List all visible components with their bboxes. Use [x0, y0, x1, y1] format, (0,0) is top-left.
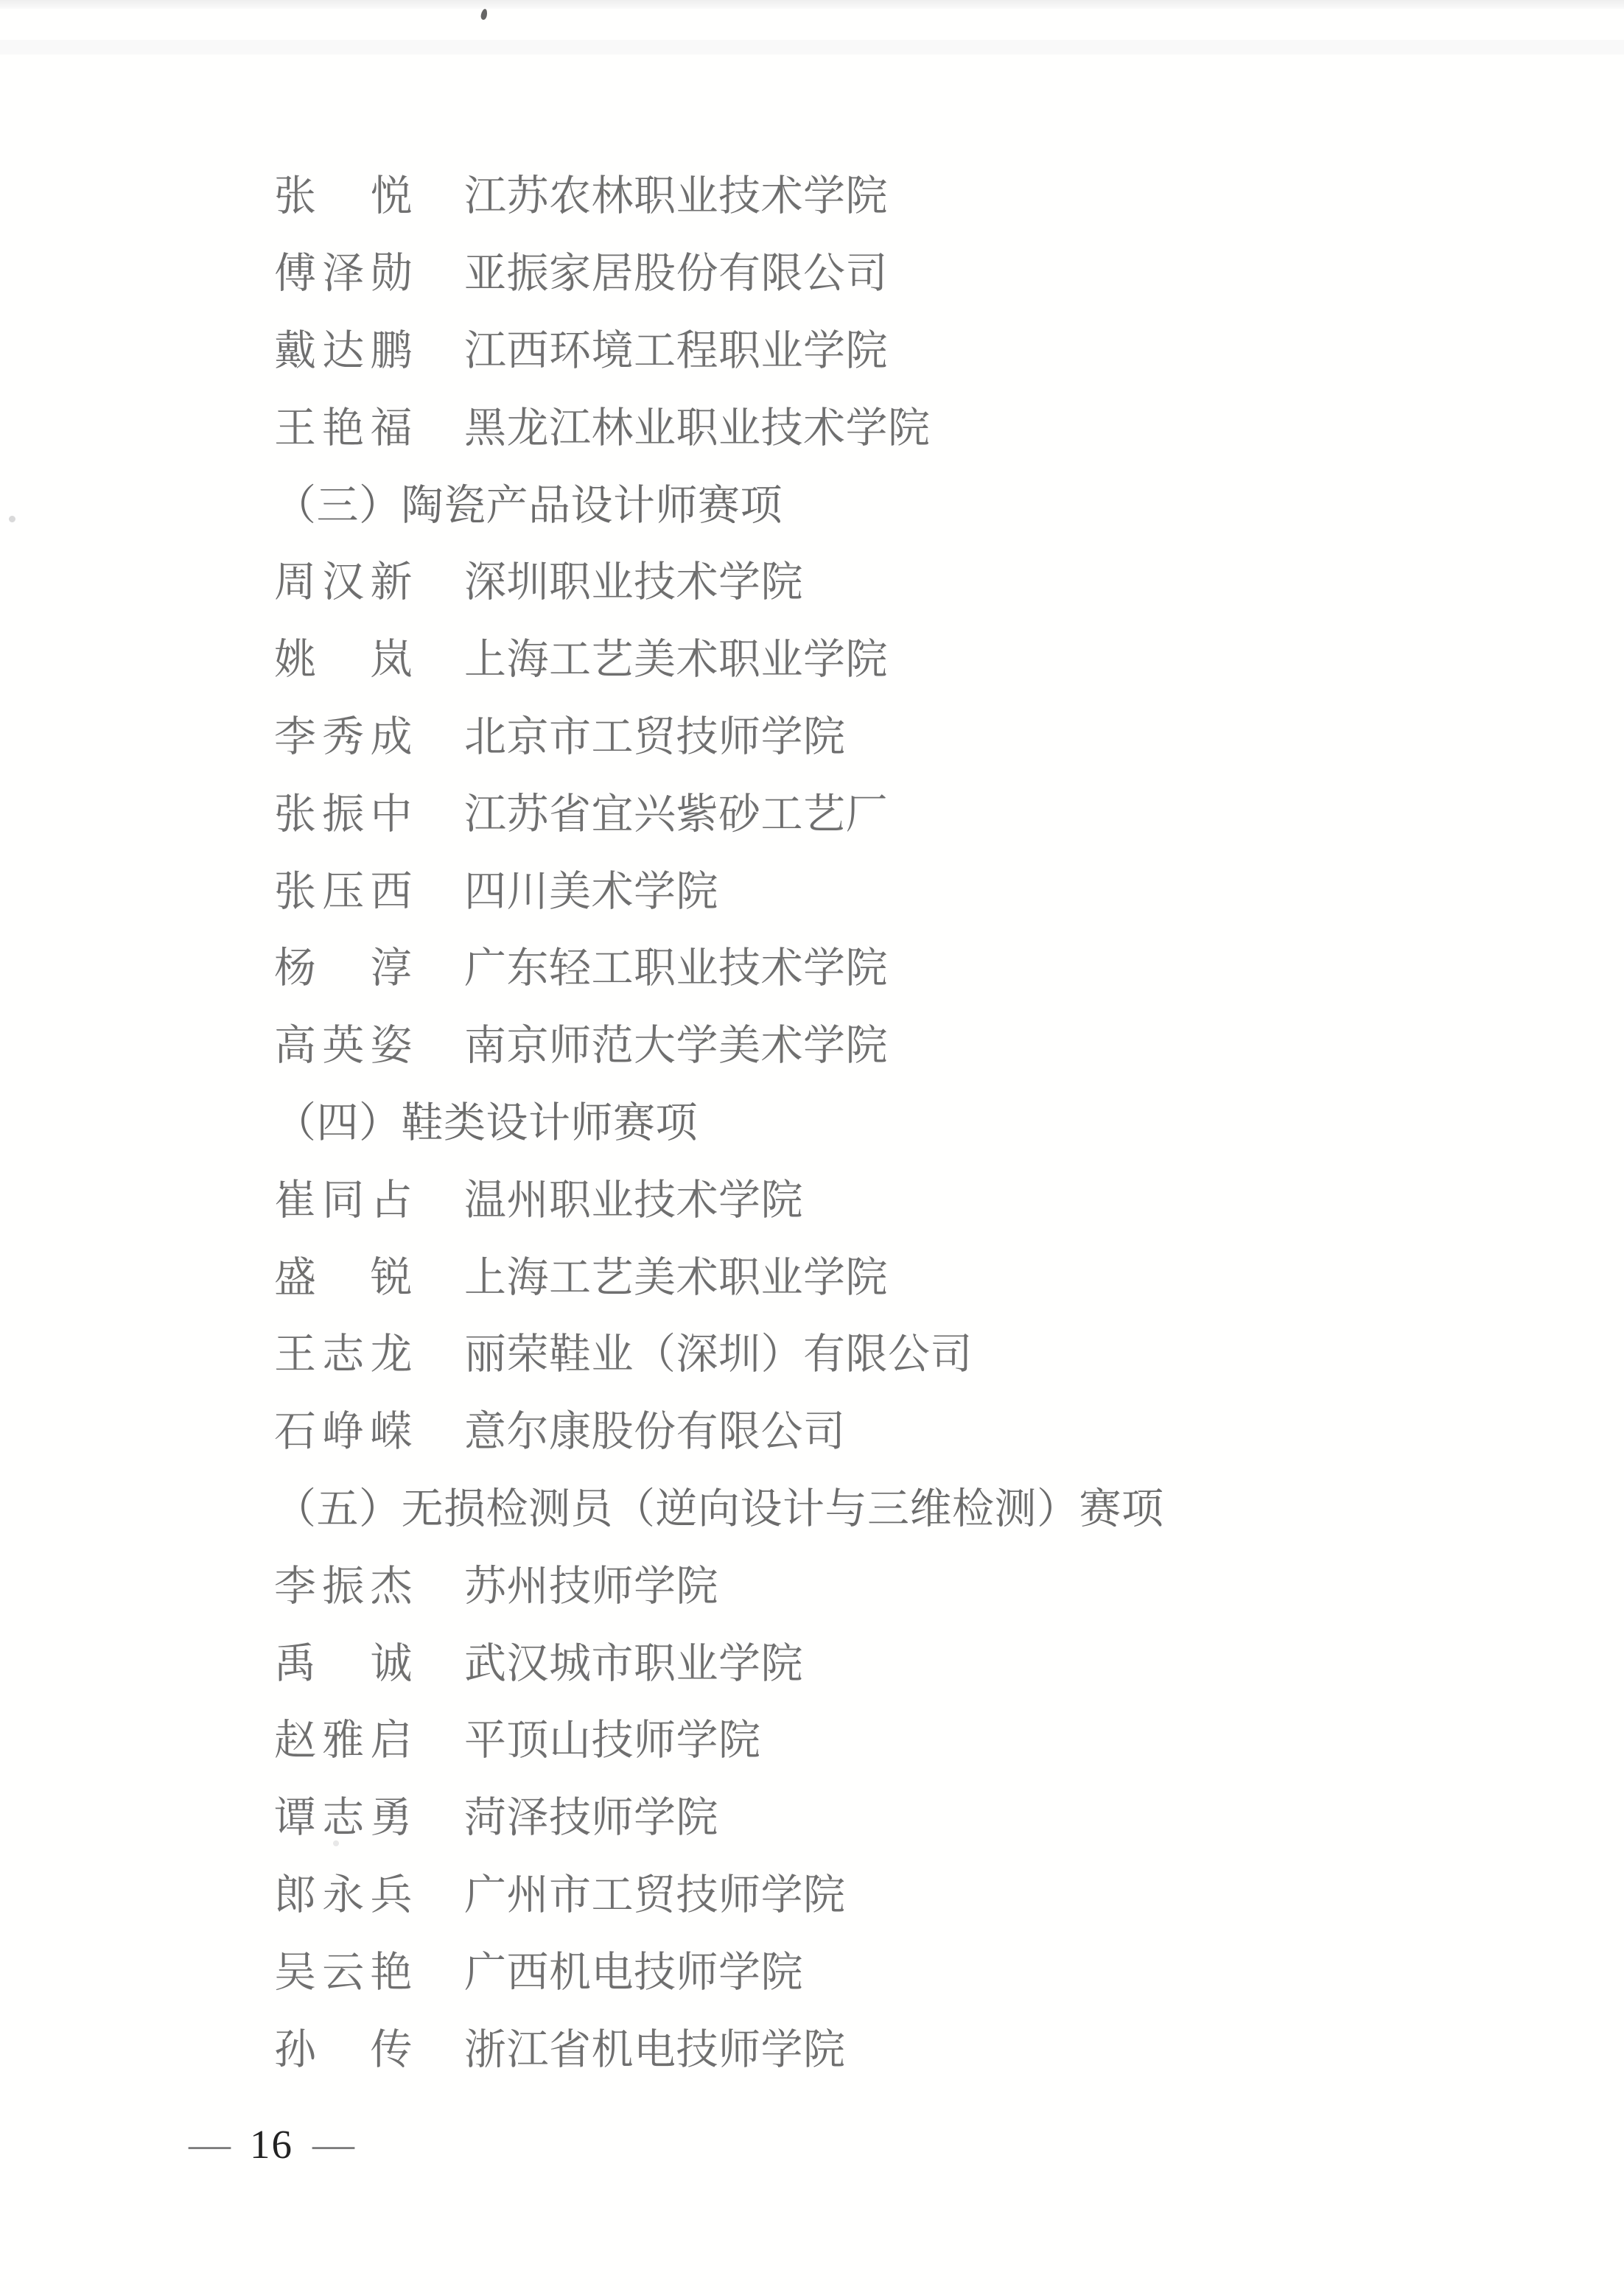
page-number-right-dash: — — [312, 2121, 354, 2168]
person-name: 姚 岚 — [274, 637, 413, 684]
person-name: 王志龙 — [274, 1331, 413, 1378]
person-name: 郎永兵 — [274, 1871, 413, 1919]
list-item — [274, 1390, 1424, 1467]
list-item — [274, 1312, 1424, 1390]
list-item — [274, 1157, 1424, 1235]
person-name: 吴云艳 — [274, 1949, 413, 1996]
affiliation: 平顶山技师学院 — [464, 1717, 761, 1765]
affiliation: 上海工艺美术职业学院 — [464, 637, 888, 684]
affiliation: 上海工艺美术职业学院 — [464, 1254, 888, 1301]
list-item — [274, 1698, 1424, 1776]
scan-artifact-band — [0, 40, 1624, 55]
person-name: 禹 诚 — [274, 1640, 413, 1687]
affiliation: 北京市工贸技师学院 — [464, 713, 846, 760]
list-item — [274, 1930, 1424, 2007]
list-item — [274, 2007, 1424, 2084]
affiliation: 温州职业技术学院 — [464, 1177, 803, 1224]
affiliation: 南京师范大学美术学院 — [464, 1023, 888, 1070]
affiliation: 江苏农林职业技术学院 — [464, 173, 888, 220]
affiliation: 广西机电技师学院 — [464, 1949, 803, 1996]
person-name: 崔同占 — [274, 1177, 413, 1224]
affiliation: 丽荣鞋业（深圳）有限公司 — [464, 1331, 973, 1378]
affiliation: 广东轻工职业技术学院 — [464, 945, 888, 992]
affiliation: 意尔康股份有限公司 — [464, 1409, 846, 1456]
person-name: 孙 传 — [274, 2026, 413, 2073]
scan-artifact-dot — [9, 516, 15, 522]
page-number-left-dash: — — [189, 2121, 231, 2168]
list-item — [274, 849, 1424, 926]
affiliation: 黑龙江林业职业技术学院 — [464, 404, 931, 452]
list-item — [274, 231, 1424, 309]
list-item — [274, 1621, 1424, 1698]
list-item — [274, 926, 1424, 1003]
list-item — [274, 695, 1424, 772]
person-name: 周汉新 — [274, 559, 413, 606]
list-item — [274, 1544, 1424, 1621]
page-number-value: 16 — [250, 2122, 293, 2167]
affiliation: 四川美术学院 — [464, 868, 718, 915]
list-item — [274, 1853, 1424, 1930]
person-name: 张 悦 — [274, 173, 413, 220]
person-name: 石峥嵘 — [274, 1409, 413, 1456]
name-list — [274, 154, 1424, 2084]
person-name: 高英姿 — [274, 1023, 413, 1070]
list-item — [274, 1235, 1424, 1312]
affiliation: 江西环境工程职业学院 — [464, 327, 888, 374]
affiliation: 广州市工贸技师学院 — [464, 1871, 846, 1919]
affiliation: 武汉城市职业学院 — [464, 1640, 803, 1687]
person-name: 谭志勇 — [274, 1795, 413, 1842]
affiliation: 菏泽技师学院 — [464, 1795, 718, 1842]
section-header: （三）陶瓷产品设计师赛项 — [274, 482, 783, 529]
section-header: （五）无损检测员（逆向设计与三维检测）赛项 — [274, 1485, 1164, 1532]
person-name: 杨 淳 — [274, 945, 413, 992]
person-name: 王艳福 — [274, 404, 413, 452]
list-item — [274, 617, 1424, 695]
scan-artifact-speck — [480, 8, 489, 20]
list-item — [274, 1776, 1424, 1853]
person-name: 李秀成 — [274, 713, 413, 760]
list-item — [274, 309, 1424, 386]
page-number — [189, 2120, 354, 2168]
affiliation: 苏州技师学院 — [464, 1563, 718, 1610]
list-item — [274, 771, 1424, 849]
affiliation: 亚振家居股份有限公司 — [464, 250, 888, 298]
person-name: 傅泽勋 — [274, 250, 413, 298]
list-item — [274, 154, 1424, 231]
affiliation: 深圳职业技术学院 — [464, 559, 803, 606]
list-item — [274, 385, 1424, 463]
list-item — [274, 540, 1424, 617]
person-name: 张压西 — [274, 868, 413, 915]
section-header: （四）鞋类设计师赛项 — [274, 1099, 698, 1146]
person-name: 盛 锐 — [274, 1254, 413, 1301]
affiliation: 浙江省机电技师学院 — [464, 2026, 846, 2073]
person-name: 戴达鹏 — [274, 327, 413, 374]
scan-artifact-band — [0, 0, 1624, 9]
person-name: 张振中 — [274, 791, 413, 838]
list-item — [274, 1003, 1424, 1081]
affiliation: 江苏省宜兴紫砂工艺厂 — [464, 791, 888, 838]
person-name: 赵雅启 — [274, 1717, 413, 1765]
person-name: 李振杰 — [274, 1563, 413, 1610]
